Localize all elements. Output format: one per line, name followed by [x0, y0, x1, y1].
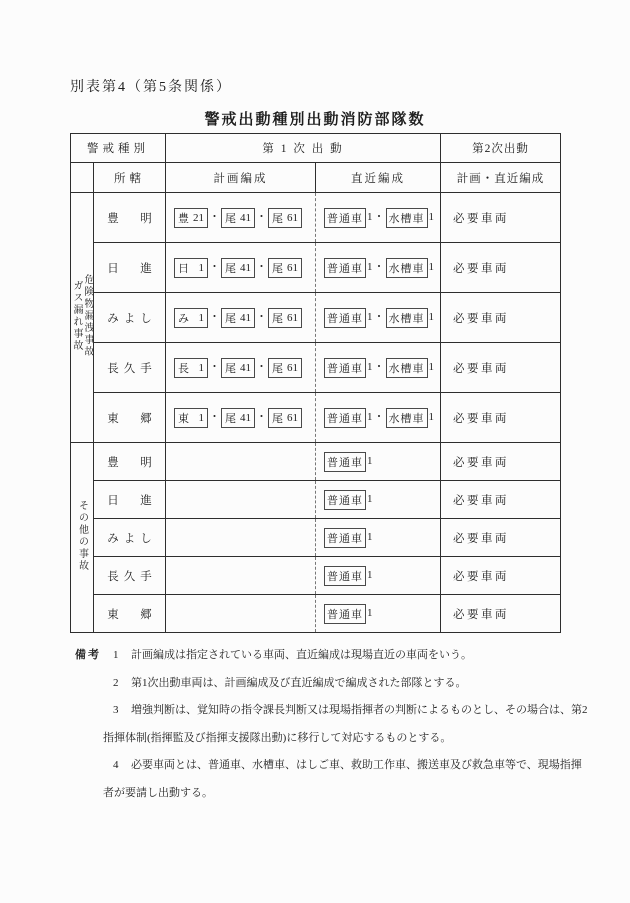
table-row — [71, 443, 561, 481]
header-alert-type: 警戒種別 — [71, 134, 166, 163]
vehicle-type-box: 水槽車 — [386, 358, 428, 378]
planned-formation-cell — [166, 519, 316, 557]
nearby-formation-cell — [316, 343, 441, 393]
planned-formation-cell — [166, 243, 316, 293]
table-row — [71, 393, 561, 443]
separator-dot: ・ — [209, 411, 220, 424]
vehicle-count: 1 — [428, 211, 434, 224]
vehicle-type-box: 水槽車 — [386, 208, 428, 228]
header-row-1 — [71, 134, 561, 163]
dispatch-units-table — [70, 133, 561, 633]
vehicle-callsign-number: 41 — [240, 261, 251, 274]
header-empty-cell — [71, 163, 94, 193]
note-text: 計画編成は指定されている車両、直近編成は現場直近の車両をいう。 — [131, 649, 472, 661]
header-planned-formation: 計画編成 — [166, 163, 316, 193]
vehicle-callsign-box — [174, 208, 208, 228]
second-dispatch-cell: 必要車両 — [441, 519, 561, 557]
vehicle-callsign-box — [221, 208, 255, 228]
table-row — [71, 557, 561, 595]
jurisdiction-cell: 豊 明 — [94, 193, 166, 243]
vehicle-type-box: 水槽車 — [386, 258, 428, 278]
vehicle-type-box: 普通車 — [324, 566, 366, 586]
separator-dot: ・ — [209, 261, 220, 274]
vehicle-type-box: 普通車 — [324, 408, 366, 428]
vehicle-type-box: 普通車 — [324, 528, 366, 548]
vehicle-type-box: 水槽車 — [386, 308, 428, 328]
separator-dot: ・ — [256, 311, 267, 324]
vehicle-count: 1 — [428, 261, 434, 274]
notes-list — [103, 642, 615, 807]
vehicle-callsign-name: 尾 — [225, 262, 236, 275]
vehicle-callsign-box — [221, 308, 255, 328]
jurisdiction-cell: 長久手 — [94, 343, 166, 393]
note-number: 2 — [113, 676, 119, 689]
vehicle-callsign-box — [268, 208, 302, 228]
second-dispatch-cell: 必要車両 — [441, 393, 561, 443]
nearby-formation-cell — [316, 193, 441, 243]
separator-dot: ・ — [373, 361, 385, 374]
doc-label: 別表第4（第5条関係） — [70, 80, 232, 95]
jurisdiction-cell: 日 進 — [94, 481, 166, 519]
vehicle-callsign-name: 日 — [178, 262, 189, 275]
separator-dot: ・ — [256, 211, 267, 224]
vehicle-callsign-number: 61 — [287, 311, 298, 324]
vehicle-callsign-name: 尾 — [225, 362, 236, 375]
note-number: 3 — [113, 704, 119, 716]
nearby-formation-cell — [316, 443, 441, 481]
vehicle-callsign-number: 21 — [193, 211, 204, 224]
jurisdiction-cell: 東 郷 — [94, 595, 166, 633]
header-first-dispatch: 第 1 次 出 動 — [166, 134, 441, 163]
vehicle-count: 1 — [367, 531, 373, 544]
note-number: 4 — [113, 759, 119, 771]
vehicle-count: 1 — [367, 607, 373, 620]
vehicle-type-box: 普通車 — [324, 604, 366, 624]
separator-dot: ・ — [209, 311, 220, 324]
vehicle-callsign-box — [268, 258, 302, 278]
vehicle-count: 1 — [367, 411, 373, 424]
nearby-formation-cell — [316, 595, 441, 633]
second-dispatch-cell: 必要車両 — [441, 481, 561, 519]
nearby-formation-cell — [316, 557, 441, 595]
vehicle-type-box: 普通車 — [324, 208, 366, 228]
nearby-formation-cell — [316, 293, 441, 343]
vehicle-callsign-name: 尾 — [225, 312, 236, 325]
vehicle-callsign-number: 1 — [198, 261, 204, 274]
vehicle-type-box: 普通車 — [324, 308, 366, 328]
vehicle-callsign-box — [174, 258, 208, 278]
vehicle-callsign-name: 尾 — [272, 412, 283, 425]
notes-label: 備考 — [75, 649, 101, 661]
vehicle-callsign-name: 長 — [178, 362, 189, 375]
vehicle-count: 1 — [367, 569, 373, 582]
vehicle-callsign-box — [174, 358, 208, 378]
vehicle-callsign-number: 1 — [198, 411, 204, 424]
vehicle-callsign-name: み — [178, 312, 189, 325]
header-row-2 — [71, 163, 561, 193]
vehicle-callsign-name: 尾 — [225, 412, 236, 425]
separator-dot: ・ — [373, 211, 385, 224]
separator-dot: ・ — [256, 261, 267, 274]
vehicle-callsign-number: 41 — [240, 211, 251, 224]
vehicle-count: 1 — [367, 311, 373, 324]
vehicle-count: 1 — [367, 361, 373, 374]
vehicle-callsign-box — [268, 358, 302, 378]
table-row — [71, 193, 561, 243]
planned-formation-cell — [166, 595, 316, 633]
category-line: その他の事故 — [76, 500, 88, 572]
vehicle-count: 1 — [428, 311, 434, 324]
jurisdiction-cell: 日 進 — [94, 243, 166, 293]
vehicle-count: 1 — [428, 411, 434, 424]
table-row — [71, 481, 561, 519]
vehicle-callsign-box — [268, 408, 302, 428]
vehicle-callsign-name: 東 — [178, 412, 189, 425]
vehicle-callsign-box — [221, 258, 255, 278]
nearby-formation-cell — [316, 481, 441, 519]
second-dispatch-cell: 必要車両 — [441, 293, 561, 343]
vehicle-callsign-number: 61 — [287, 211, 298, 224]
note-item — [103, 642, 615, 670]
vehicle-callsign-box — [268, 308, 302, 328]
accident-category-label — [71, 274, 93, 358]
vehicle-callsign-name: 尾 — [272, 262, 283, 275]
vehicle-type-box: 水槽車 — [386, 408, 428, 428]
table-title: 警戒出動種別出動消防部隊数 — [204, 112, 426, 128]
separator-dot: ・ — [256, 361, 267, 374]
vehicle-callsign-box — [174, 408, 208, 428]
second-dispatch-cell: 必要車両 — [441, 343, 561, 393]
second-dispatch-cell: 必要車両 — [441, 595, 561, 633]
vehicle-type-box: 普通車 — [324, 358, 366, 378]
vehicle-count: 1 — [367, 261, 373, 274]
category-line: 危険物漏洩事故 — [82, 274, 93, 358]
vehicle-callsign-box — [174, 308, 208, 328]
header-second-dispatch: 第2次出動 — [441, 134, 561, 163]
nearby-formation-cell — [316, 519, 441, 557]
vehicle-callsign-name: 豊 — [178, 212, 189, 225]
planned-formation-cell — [166, 393, 316, 443]
separator-dot: ・ — [209, 211, 220, 224]
vehicle-type-box: 普通車 — [324, 490, 366, 510]
vehicle-callsign-number: 41 — [240, 311, 251, 324]
table-header — [71, 134, 561, 193]
accident-category-label — [77, 500, 88, 572]
header-jurisdiction: 所轄 — [94, 163, 166, 193]
separator-dot: ・ — [209, 361, 220, 374]
table-body — [71, 193, 561, 633]
table-row — [71, 243, 561, 293]
vehicle-type-box: 普通車 — [324, 258, 366, 278]
second-dispatch-cell: 必要車両 — [441, 243, 561, 293]
jurisdiction-cell: みよし — [94, 519, 166, 557]
note-item — [103, 752, 615, 807]
second-dispatch-cell: 必要車両 — [441, 557, 561, 595]
header-planned-nearby-formation: 計画・直近編成 — [441, 163, 561, 193]
vehicle-callsign-name: 尾 — [272, 212, 283, 225]
vehicle-count: 1 — [367, 211, 373, 224]
separator-dot: ・ — [373, 411, 385, 424]
category-line: ガス漏れ事故 — [71, 280, 82, 352]
vehicle-callsign-name: 尾 — [272, 362, 283, 375]
vehicle-count: 1 — [428, 361, 434, 374]
nearby-formation-cell — [316, 393, 441, 443]
vehicle-callsign-number: 41 — [240, 361, 251, 374]
vehicle-callsign-number: 61 — [287, 411, 298, 424]
vehicle-callsign-box — [221, 358, 255, 378]
table-row — [71, 343, 561, 393]
jurisdiction-cell: みよし — [94, 293, 166, 343]
header-nearby-formation: 直近編成 — [316, 163, 441, 193]
planned-formation-cell — [166, 557, 316, 595]
nearby-formation-cell — [316, 243, 441, 293]
table-row — [71, 519, 561, 557]
vehicle-callsign-number: 61 — [287, 261, 298, 274]
note-item — [103, 697, 615, 752]
second-dispatch-cell: 必要車両 — [441, 193, 561, 243]
vehicle-count: 1 — [367, 455, 373, 468]
table-row — [71, 293, 561, 343]
jurisdiction-cell: 東 郷 — [94, 393, 166, 443]
jurisdiction-cell: 豊 明 — [94, 443, 166, 481]
accident-category-cell — [71, 443, 94, 633]
planned-formation-cell — [166, 481, 316, 519]
vehicle-count: 1 — [367, 493, 373, 506]
note-text: 第1次出動車両は、計画編成及び直近編成で編成された部隊とする。 — [131, 676, 467, 689]
note-number: 1 — [113, 649, 119, 661]
vehicle-callsign-name: 尾 — [272, 312, 283, 325]
planned-formation-cell — [166, 293, 316, 343]
vehicle-callsign-number: 1 — [198, 361, 204, 374]
planned-formation-cell — [166, 193, 316, 243]
separator-dot: ・ — [256, 411, 267, 424]
second-dispatch-cell: 必要車両 — [441, 443, 561, 481]
vehicle-callsign-box — [221, 408, 255, 428]
notes-section — [75, 642, 615, 807]
note-item — [103, 670, 615, 698]
vehicle-callsign-number: 41 — [240, 411, 251, 424]
separator-dot: ・ — [373, 311, 385, 324]
planned-formation-cell — [166, 343, 316, 393]
vehicle-callsign-number: 61 — [287, 361, 298, 374]
vehicle-callsign-number: 1 — [198, 311, 204, 324]
jurisdiction-cell: 長久手 — [94, 557, 166, 595]
accident-category-cell — [71, 193, 94, 443]
planned-formation-cell — [166, 443, 316, 481]
separator-dot: ・ — [373, 261, 385, 274]
vehicle-callsign-name: 尾 — [225, 212, 236, 225]
note-text: 増強判断は、覚知時の指令課長判断又は現場指揮者の判断によるものとし、その場合は、第2指揮体制(指揮監及び指揮支援隊出動)に移行して対応するものとする。 — [103, 704, 588, 744]
note-text: 必要車両とは、普通車、水槽車、はしご車、救助工作車、搬送車及び救急車等で、現場指揮者が要請し出動する。 — [103, 759, 582, 799]
vehicle-type-box: 普通車 — [324, 452, 366, 472]
table-row — [71, 595, 561, 633]
